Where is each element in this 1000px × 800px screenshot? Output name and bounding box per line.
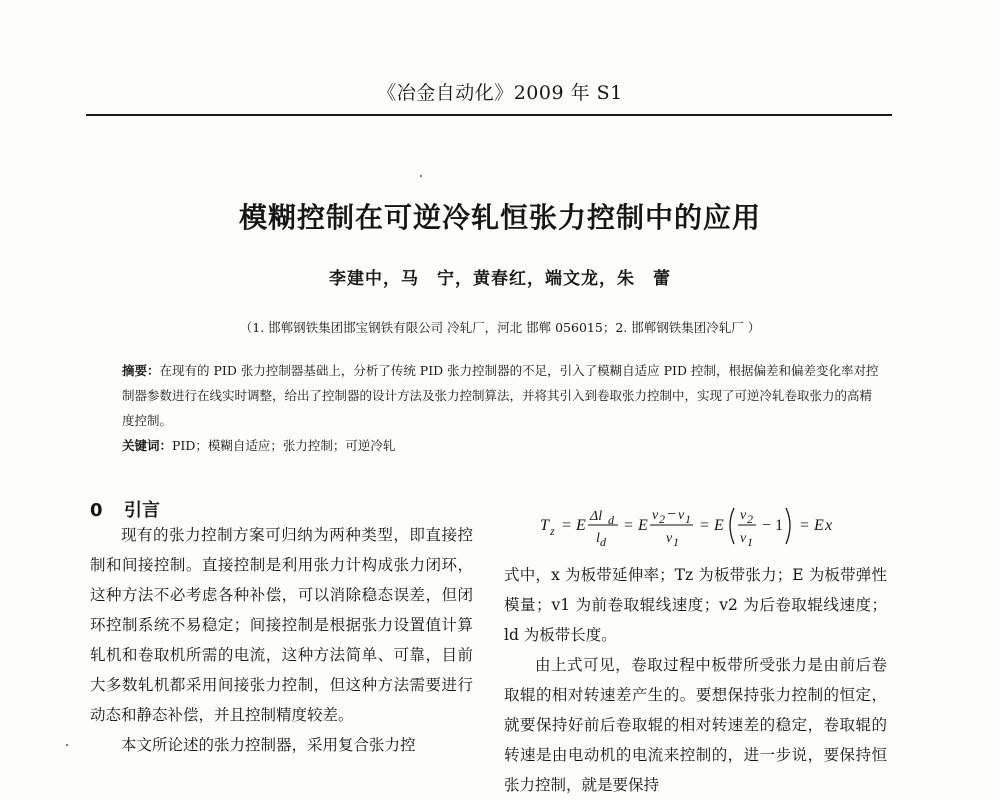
formula-one: 1 [775,517,783,534]
right-column [504,560,887,800]
formula-eq-2: = [624,517,634,534]
formula-minus-2: − [762,517,772,534]
formula-d-sub-den: d [600,535,606,549]
section-number: 0 [90,500,103,521]
keywords-text: PID；模糊自适应；张力控制；可逆冷轧 [172,438,396,453]
paper-affiliation: （1. 邯郸钢铁集团邯宝钢铁有限公司 冷轧厂，河北 邯郸 056015；2. 邯郸钢铁集团冷轧厂 ） [239,320,761,335]
formula-x: x [825,517,833,534]
formula-sub1-frac: 1 [747,535,753,549]
header-rule [86,114,892,116]
tension-formula [520,500,860,552]
formula-sub2-num: 2 [659,512,665,526]
keywords-label: 关键词： [122,438,173,453]
tension-formula-svg [520,500,860,552]
formula-eq-4: = [800,517,810,534]
section-title: 引言 [124,500,160,521]
paper-authors: 李建中，马 宁，黄春红，端文龙，朱 蕾 [329,269,671,289]
intro-paragraph-1: 现有的张力控制方案可归纳为两种类型，即直接控制和间接控制。直接控制是利用张力计构成张力闭环，这种方法不必考虑各种补偿，可以消除稳态误差，但闭环控制系统不易稳定；间接控制是根据张力设置值计算轧机和卷取机所需的电流，这种方法简单、可靠，目前大多数轧机都采用间接张力控制，但这种方法需要进行动态和静态补偿，并且控制精度较差。 [90,526,473,724]
formula-minus-1: − [667,506,677,523]
abstract-label: 摘要： [122,363,160,378]
intro-paragraph-2: 本文所论述的张力控制器，采用复合张力控 [121,736,416,754]
keywords [122,436,882,454]
formula-sub2-frac: 2 [747,512,753,526]
formula-v1-num: v [678,508,685,523]
formula-E-4: E [814,517,824,534]
formula-l: l [596,531,600,546]
scan-speck [420,175,422,177]
formula-left-paren [730,508,734,544]
analysis-paragraph: 由上式可见，卷取过程中板带所受张力是由前后卷取辊的相对转速差产生的。要想保持张力控制的恒定，就要保持好前后卷取辊的相对转速差的稳定，卷取辊的转速是由电动机的电流来控制的，进一步说，要保持恒张力控制，就是要保持 [504,656,887,794]
formula-v1-den: v [666,531,673,546]
paper-title: 模糊控制在可逆冷轧恒张力控制中的应用 [238,201,761,234]
scan-speck-2 [66,744,68,746]
formula-E-1: E [576,517,586,534]
formula-d-sub-num: d [608,513,614,527]
left-column [90,520,473,760]
formula-eq-1: = [562,517,572,534]
formula-explanation: 式中，x 为板带延伸率；Tz 为板带张力；E 为板带弹性模量；v1 为前卷取辊线速度；v2 为后卷取辊线速度；ld 为板带长度。 [504,566,887,644]
formula-v2-num: v [652,508,659,523]
formula-delta-l: Δl [590,509,603,524]
abstract [122,358,882,433]
formula-eq-3: = [700,517,710,534]
formula-v2-frac: v [740,508,747,523]
formula-E-3: E [714,517,724,534]
formula-z-sub: z [550,524,555,538]
formula-sub1-num: 1 [685,512,691,526]
formula-T: T [540,517,549,534]
formula-v1-frac: v [740,531,747,546]
journal-header: 《冶金自动化》2009 年 S1 [377,82,623,104]
section-heading [90,496,160,522]
abstract-text: 在现有的 PID 张力控制器基础上，分析了传统 PID 张力控制器的不足，引入了模糊自适应 PID 控制，根据偏差和偏差变化率对控制器参数进行在线实时调整，给出了控制器的设计方法及张力控制算法，并将其引入到卷取张力控制中，实现了可逆冷轧卷取张力的高精度控制。 [122,363,879,428]
formula-right-paren [786,508,790,544]
formula-sub1-den: 1 [673,535,679,549]
formula-E-2: E [638,517,648,534]
